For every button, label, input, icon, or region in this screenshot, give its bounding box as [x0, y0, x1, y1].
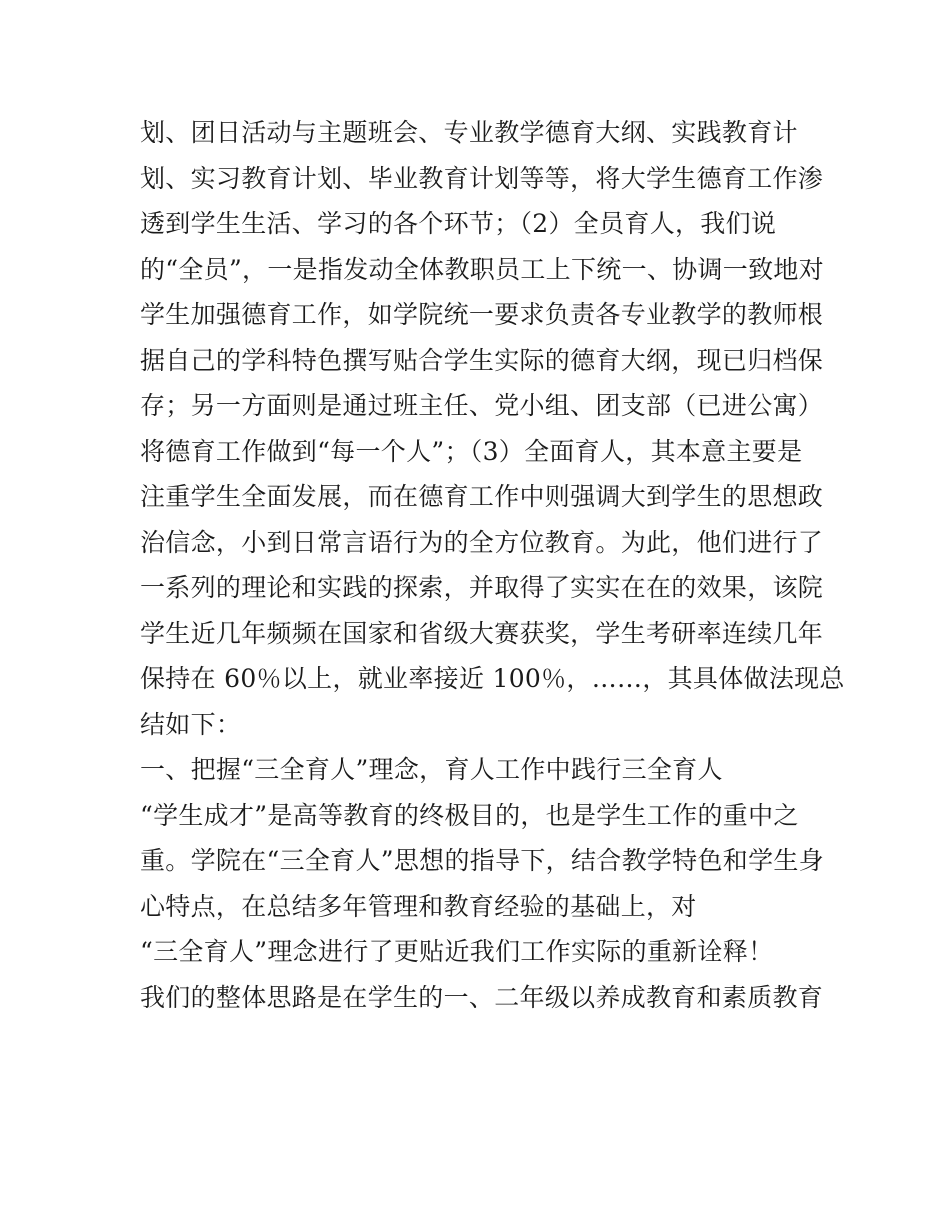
text-line: 治信念，小到日常言语行为的全方位教育。为此，他们进行了 — [140, 527, 824, 557]
body-text — [140, 110, 845, 1020]
text-line: 我们的整体思路是在学生的一、二年级以养成教育和素质教育 — [140, 982, 824, 1012]
text-line: 学生加强德育工作，如学院统一要求负责各专业教学的教师根 — [140, 300, 824, 329]
text-line: 注重学生全面发展，而在德育工作中则强调大到学生的思想政 — [140, 482, 824, 511]
text-line: “学生成才”是高等教育的终极目的，也是学生工作的重中之 — [140, 800, 799, 830]
text-line: 学生近几年频频在国家和省级大赛获奖，学生考研率连续几年 — [140, 618, 824, 648]
text-line: 一系列的理论和实践的探索，并取得了实实在在的效果，该院 — [140, 573, 824, 602]
text-line: 划、团日活动与主题班会、专业教学德育大纲、实践教育计 — [140, 118, 798, 147]
text-line: 重。学院在“三全育人”思想的指导下，结合教学特色和学生身 — [140, 846, 824, 875]
text-line: 据自己的学科特色撰写贴合学生实际的德育大纲，现已归档保 — [140, 345, 824, 375]
text-line: 的“全员”，一是指发动全体教职员工上下统一、协调一致地对 — [140, 254, 824, 284]
text-line: 结如下： — [140, 709, 242, 739]
text-line: “三全育人”理念进行了更贴近我们工作实际的重新诠释！ — [140, 937, 774, 966]
section-heading: 一、把握“三全育人”理念，育人工作中践行三全育人 — [140, 755, 723, 784]
text-line: 划、实习教育计划、毕业教育计划等等，将大学生德育工作渗 — [140, 163, 824, 193]
text-line: 心特点，在总结多年管理和教育经验的基础上，对 — [140, 891, 697, 921]
text-line: 存；另一方面则是通过班主任、党小组、团支部（已进公寓） — [140, 391, 824, 420]
text-line: 透到学生生活、学习的各个环节；（2）全员育人，我们说 — [140, 209, 777, 238]
text-line: 保持在 60％以上，就业率接近 100％，……，其具体做法现总 — [140, 664, 845, 693]
text-line: 将德育工作做到“每一个人”；（3）全面育人，其本意主要是 — [140, 436, 803, 466]
